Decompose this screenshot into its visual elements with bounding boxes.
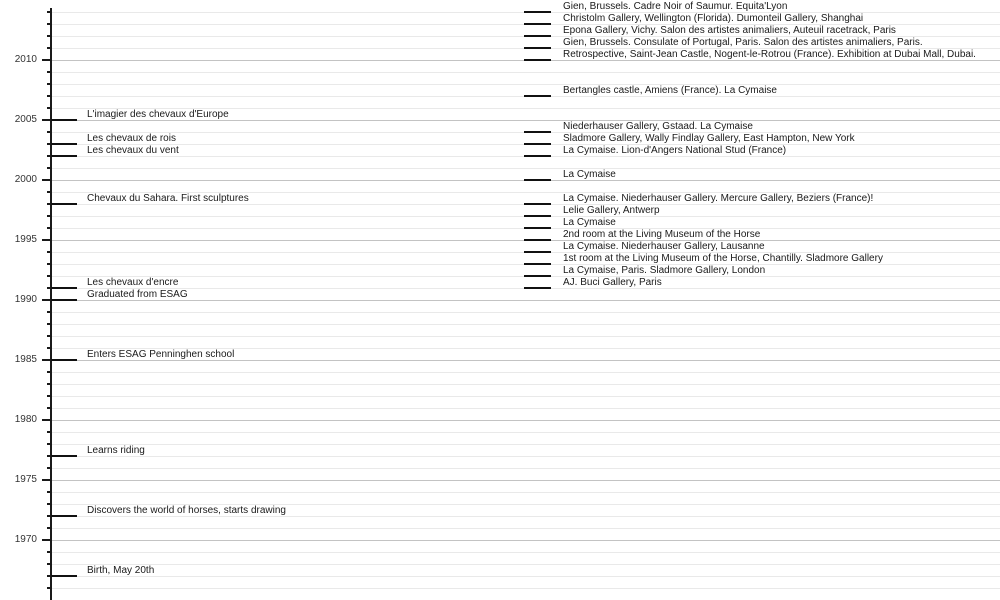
event-label-right-2010: Retrospective, Saint-Jean Castle, Nogent-le-Rotrou (France). Exhibition at Dubai Mall, Dubai. [563, 49, 976, 60]
minor-gridline-1977 [51, 456, 1000, 457]
minor-tick-2006 [47, 107, 52, 109]
minor-tick-2004 [47, 131, 52, 133]
minor-gridline-1987 [51, 336, 1000, 337]
minor-gridline-1974 [51, 492, 1000, 493]
major-gridline-1975 [51, 480, 1000, 481]
year-label-2005: 2005 [14, 114, 37, 125]
event-label-left-2005: L'imagier des chevaux d'Europe [87, 109, 229, 120]
event-label-right-2004: Niederhauser Gallery, Gstaad. La Cymaise [563, 121, 753, 132]
event-label-left-1990: Graduated from ESAG [87, 289, 188, 300]
major-tick-2000 [42, 179, 51, 181]
minor-gridline-1971 [51, 528, 1000, 529]
event-tick-right-1991 [524, 287, 551, 289]
major-gridline-1980 [51, 420, 1000, 421]
minor-gridline-2009 [51, 72, 1000, 73]
minor-tick-1973 [47, 503, 52, 505]
year-label-1980: 1980 [14, 414, 37, 425]
event-tick-right-1997 [524, 215, 551, 217]
event-label-right-2014: Gien, Brussels. Cadre Noir of Saumur. Equita'Lyon [563, 1, 788, 12]
major-tick-1990 [42, 299, 51, 301]
event-tick-right-1996 [524, 227, 551, 229]
major-gridline-1970 [51, 540, 1000, 541]
minor-tick-1997 [47, 215, 52, 217]
minor-tick-2007 [47, 95, 52, 97]
minor-tick-1983 [47, 383, 52, 385]
minor-gridline-1984 [51, 372, 1000, 373]
event-label-right-1991: AJ. Buci Gallery, Paris [563, 277, 662, 288]
year-label-2000: 2000 [14, 174, 37, 185]
minor-tick-1979 [47, 431, 52, 433]
minor-tick-1992 [47, 275, 52, 277]
minor-gridline-2008 [51, 84, 1000, 85]
event-tick-right-2012 [524, 35, 551, 37]
event-tick-right-2013 [524, 23, 551, 25]
minor-tick-1984 [47, 371, 52, 373]
event-label-right-1998: La Cymaise. Niederhauser Gallery. Mercure Gallery, Beziers (France)! [563, 193, 874, 204]
minor-tick-1993 [47, 263, 52, 265]
event-tick-right-2011 [524, 47, 551, 49]
event-tick-right-1995 [524, 239, 551, 241]
event-tick-right-2007 [524, 95, 551, 97]
event-label-left-2002: Les chevaux du vent [87, 145, 179, 156]
year-label-1985: 1985 [14, 354, 37, 365]
minor-tick-1989 [47, 311, 52, 313]
y-axis-line [50, 8, 52, 600]
event-tick-right-1994 [524, 251, 551, 253]
event-tick-left-1967 [51, 575, 77, 577]
minor-tick-1987 [47, 335, 52, 337]
major-tick-1970 [42, 539, 51, 541]
minor-tick-2014 [47, 11, 52, 13]
event-label-right-1995: 2nd room at the Living Museum of the Horse [563, 229, 761, 240]
minor-tick-1968 [47, 563, 52, 565]
major-tick-2010 [42, 59, 51, 61]
year-label-1970: 1970 [14, 534, 37, 545]
minor-gridline-1983 [51, 384, 1000, 385]
major-tick-2005 [42, 119, 51, 121]
event-tick-right-2000 [524, 179, 551, 181]
event-tick-left-1991 [51, 287, 77, 289]
major-tick-1975 [42, 479, 51, 481]
event-tick-right-2002 [524, 155, 551, 157]
minor-tick-1978 [47, 443, 52, 445]
minor-gridline-1976 [51, 468, 1000, 469]
event-label-left-1972: Discovers the world of horses, starts drawing [87, 505, 286, 516]
event-tick-right-1998 [524, 203, 551, 205]
minor-gridline-1966 [51, 588, 1000, 589]
minor-tick-1986 [47, 347, 52, 349]
event-label-left-1998: Chevaux du Sahara. First sculptures [87, 193, 249, 204]
event-label-right-1997: Lelie Gallery, Antwerp [563, 205, 660, 216]
event-label-right-1996: La Cymaise [563, 217, 616, 228]
minor-tick-1999 [47, 191, 52, 193]
event-label-left-1977: Learns riding [87, 445, 145, 456]
minor-gridline-1978 [51, 444, 1000, 445]
event-label-right-2000: La Cymaise [563, 169, 616, 180]
minor-gridline-1982 [51, 396, 1000, 397]
event-label-left-1967: Birth, May 20th [87, 565, 155, 576]
minor-gridline-1979 [51, 432, 1000, 433]
event-label-right-2012: Epona Gallery, Vichy. Salon des artistes animaliers, Auteuil racetrack, Paris [563, 25, 896, 36]
event-tick-right-2003 [524, 143, 551, 145]
minor-tick-1996 [47, 227, 52, 229]
minor-tick-1966 [47, 587, 52, 589]
major-tick-1995 [42, 239, 51, 241]
event-label-right-2011: Gien, Brussels. Consulate of Portugal, Paris. Salon des artistes animaliers, Paris. [563, 37, 923, 48]
event-label-right-2002: La Cymaise. Lion-d'Angers National Stud (France) [563, 145, 787, 156]
event-tick-right-1992 [524, 275, 551, 277]
minor-tick-2011 [47, 47, 52, 49]
minor-gridline-1969 [51, 552, 1000, 553]
minor-tick-2013 [47, 23, 52, 25]
minor-tick-2001 [47, 167, 52, 169]
event-tick-left-2003 [51, 143, 77, 145]
year-label-2010: 2010 [14, 54, 37, 65]
event-tick-left-1977 [51, 455, 77, 457]
event-label-right-2003: Sladmore Gallery, Wally Findlay Gallery, East Hampton, New York [563, 133, 855, 144]
event-label-right-1994: La Cymaise. Niederhauser Gallery, Lausanne [563, 241, 765, 252]
minor-gridline-1989 [51, 312, 1000, 313]
major-gridline-1990 [51, 300, 1000, 301]
minor-gridline-2001 [51, 168, 1000, 169]
minor-tick-1974 [47, 491, 52, 493]
minor-tick-2012 [47, 35, 52, 37]
event-label-right-2013: Christolm Gallery, Wellington (Florida). Dumonteil Gallery, Shanghai [563, 13, 864, 24]
event-tick-left-1998 [51, 203, 77, 205]
minor-gridline-1988 [51, 324, 1000, 325]
minor-gridline-1981 [51, 408, 1000, 409]
event-label-left-2003: Les chevaux de rois [87, 133, 176, 144]
event-label-right-1992: La Cymaise, Paris. Sladmore Gallery, London [563, 265, 766, 276]
event-tick-left-1985 [51, 359, 77, 361]
event-label-left-1985: Enters ESAG Penninghen school [87, 349, 235, 360]
minor-tick-1982 [47, 395, 52, 397]
minor-gridline-1967 [51, 576, 1000, 577]
event-label-left-1991: Les chevaux d'encre [87, 277, 179, 288]
event-label-right-1993: 1st room at the Living Museum of the Horse, Chantilly. Sladmore Gallery [563, 253, 883, 264]
major-tick-1985 [42, 359, 51, 361]
event-tick-right-2010 [524, 59, 551, 61]
minor-tick-1988 [47, 323, 52, 325]
major-tick-1980 [42, 419, 51, 421]
event-label-right-2007: Bertangles castle, Amiens (France). La Cymaise [563, 85, 777, 96]
minor-tick-1981 [47, 407, 52, 409]
event-tick-left-2002 [51, 155, 77, 157]
minor-tick-1971 [47, 527, 52, 529]
minor-tick-1969 [47, 551, 52, 553]
year-label-1995: 1995 [14, 234, 37, 245]
event-tick-left-2005 [51, 119, 77, 121]
event-tick-right-1993 [524, 263, 551, 265]
minor-tick-1976 [47, 467, 52, 469]
minor-tick-2008 [47, 83, 52, 85]
year-label-1990: 1990 [14, 294, 37, 305]
minor-tick-2009 [47, 71, 52, 73]
event-tick-left-1972 [51, 515, 77, 517]
event-tick-left-1990 [51, 299, 77, 301]
year-label-1975: 1975 [14, 474, 37, 485]
minor-tick-1994 [47, 251, 52, 253]
event-tick-right-2004 [524, 131, 551, 133]
event-tick-right-2014 [524, 11, 551, 13]
minor-gridline-1968 [51, 564, 1000, 565]
